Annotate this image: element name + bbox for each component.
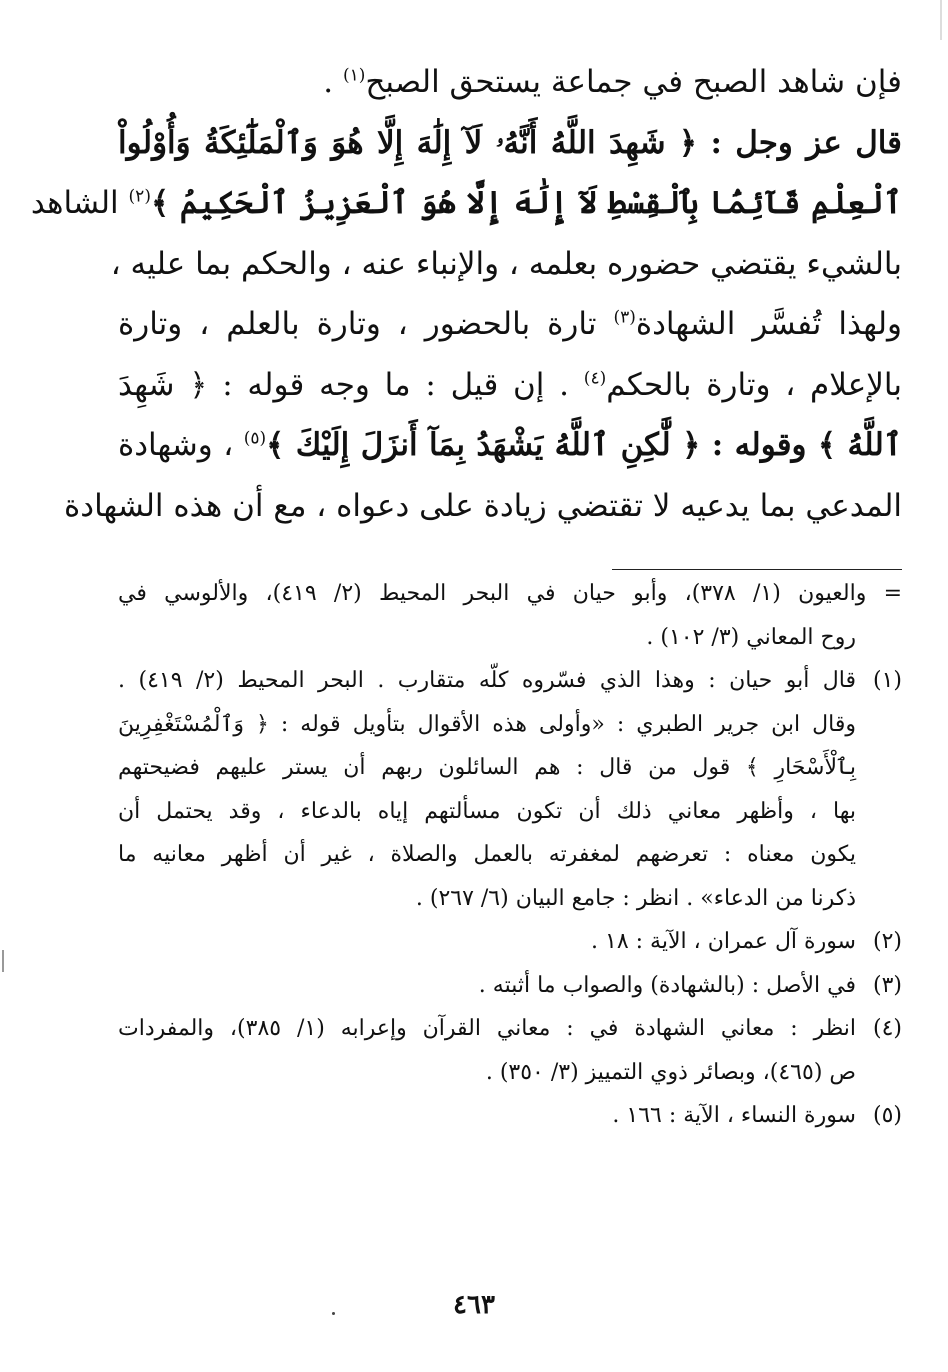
footnote-4-line: ص (٤٦٥)، وبصائر ذوي التمييز (٣/ ٣٥٠) .: [485, 1059, 856, 1085]
footnote-separator: [612, 569, 902, 570]
footnote-1-line: ذكرنا من الدعاء» . انظر : جامع البيان (٦/ ٢٦٧) .: [415, 885, 856, 911]
footnote-2: (٢)سورة آل عمران ، الآية : ١٨ .: [118, 920, 902, 964]
main-line-8: المدعي بما يدعيه لا تقتضي زيادة على دعواه ، مع أن هذه الشهادة: [64, 487, 902, 524]
main-line-3: ٱلْعِلْمِ قَآئِمَۢا بِٱلْقِسْطِ لَآ إِلَٰهَ إِلَّا هُوَ ٱلْعَزِيزُ ٱلْحَكِيمُ ﴾$^{(٢)}$ الشاهد: [30, 185, 902, 221]
footnote-marker: (٤): [873, 1016, 903, 1041]
main-line-2: [118, 113, 902, 174]
footnote-marker: (٣): [872, 972, 902, 998]
footnote-marker: (٥): [872, 1103, 902, 1128]
footnote-1-line: بِٱلْأَسْحَارِ ﴾ قول من قال : هم السائلون ربهم أن يستر عليهم فضيحتهم: [118, 755, 856, 780]
scan-edge-mark: [2, 950, 4, 972]
main-line-4: بالشيء يقتضي حضوره بعلمه ، والإنباء عنه ، والحكم بما عليه ،: [110, 245, 902, 282]
quran-verse: قال عز وجل : ﴿ شَهِدَ اللَّهُ أَنَّهُۥ لَآ إِلَٰهَ إِلَّا هُوَ وَٱلْمَلَٰٓئِكَةُ وَأُوْلُواْ: [118, 124, 902, 161]
footnote-ref-5: (٥): [243, 428, 267, 449]
main-line-1: فإن شاهد الصبح في جماعة يستحق الصبح$^{(١)}$ .: [323, 64, 902, 100]
footnote-1: (١)قال أبو حيان : وهذا الذي فسّروه كلّه متقارب . البحر المحيط (٢/ ٤١٩) .: [118, 659, 902, 703]
footnote-ref-4: (٤): [583, 368, 607, 389]
quran-verse: ٱللَّهُ ﴾ وقوله : ﴿ لَّٰكِنِ ٱللَّهُ يَشْهَدُ بِمَآ أَنزَلَ إِلَيْكَ ﴾: [266, 427, 902, 463]
main-text: [30, 52, 902, 536]
footnote-3: (٣)في الأصل : (بالشهادة) والصواب ما أثبته .: [118, 964, 902, 1008]
footnote-4: (٤)انظر : معاني الشهادة في : معاني القرآن وإعرابه (١/ ٣٨٥)، والمفردات: [118, 1007, 902, 1051]
main-line-5: ولهذا تُفسَّر الشهادة$^{(٣)}$ تارة بالحضور ، وتارة بالعلم ، وتارة: [118, 306, 902, 342]
footnote-marker: (١): [873, 668, 903, 693]
page-number: ٤٦٣: [453, 1290, 495, 1320]
footnote-continuation-line: = والعيون (١/ ٣٧٨)، وأبو حيان في البحر المحيط (٢/ ٤١٩)، والألوسي في: [118, 581, 903, 606]
footnote-continuation-line: روح المعاني (٣/ ١٠٢) .: [646, 624, 856, 650]
footnote-ref-1: (١): [342, 65, 366, 86]
footnotes: [118, 572, 902, 1138]
footnote-1-line: يكون معناه : تعرضهم لمغفرته بالعمل والصلاة ، غير أن أظهر معانيه ما: [118, 842, 856, 867]
scan-speck: [332, 1312, 335, 1315]
footnote-1-line: بها ، وأظهر معاني ذلك أن تكون مسألتهم إياه بالدعاء ، وقد يحتمل أن: [118, 798, 856, 824]
main-line-6: بالإعلام ، وتارة بالحكم$^{(٤)}$ . إن قيل : ما وجه قوله : ﴿ شَهِدَ: [118, 366, 902, 403]
footnote-marker: (٢): [872, 929, 902, 954]
scan-edge-mark: [940, 0, 942, 40]
footnote-5: (٥)سورة النساء ، الآية : ١٦٦ .: [118, 1094, 902, 1138]
quran-verse: ٱلْعِلْمِ قَآئِمَۢا بِٱلْقِسْطِ لَآ إِلَٰهَ إِلَّا هُوَ ٱلْعَزِيزُ ٱلْحَكِيمُ ﴾: [150, 185, 902, 221]
footnote-ref-3: (٣): [613, 307, 636, 328]
main-line-7: ٱللَّهُ ﴾ وقوله : ﴿ لَّٰكِنِ ٱللَّهُ يَشْهَدُ بِمَآ أَنزَلَ إِلَيْكَ ﴾$^{(٥)}$ ، وشهادة: [118, 427, 902, 463]
footnote-ref-2: (٢): [128, 186, 151, 207]
footnote-1-line: وقال ابن جرير الطبري : «وأولى هذه الأقوال بتأويل قوله : ﴿ وَٱلْمُسْتَغْفِرِينَ: [118, 711, 856, 737]
